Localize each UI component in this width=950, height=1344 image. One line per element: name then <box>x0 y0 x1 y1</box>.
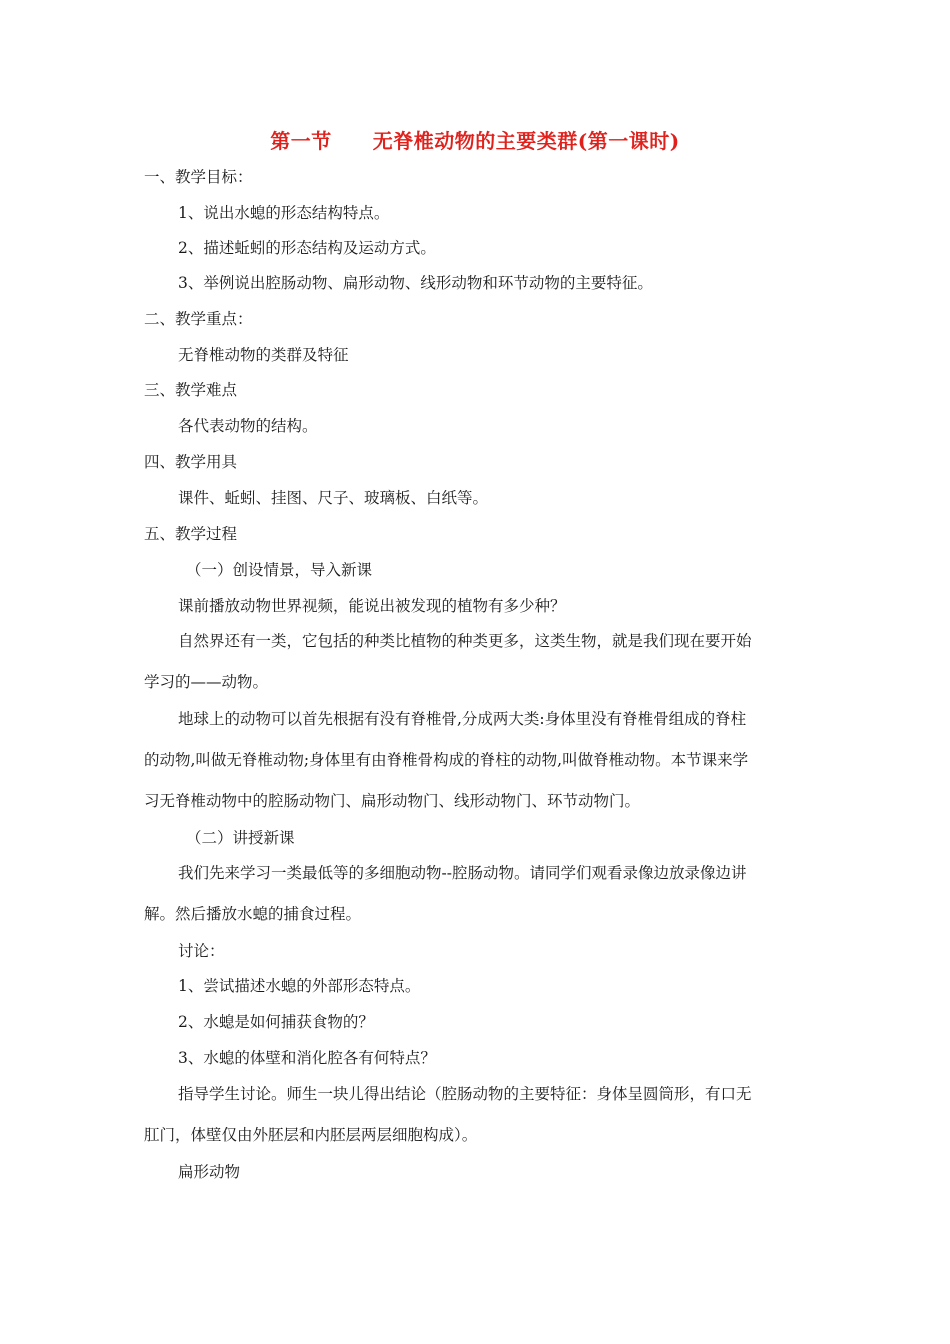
section-heading-tools: 四、教学用具 <box>144 453 238 471</box>
paragraph: 课件、蚯蚓、挂图、尺子、玻璃板、白纸等。 <box>178 489 489 507</box>
list-item: 3、水螅的体壁和消化腔各有何特点？ <box>178 1049 436 1067</box>
list-item: 2、水螅是如何捕获食物的？ <box>178 1013 374 1031</box>
section-heading-difficulties: 三、教学难点 <box>144 381 238 399</box>
paragraph: 自然界还有一类，它包括的种类比植物的种类更多，这类生物，就是我们现在要开始 <box>178 632 752 650</box>
subsection-heading: （一）创设情景，导入新课 <box>186 561 373 579</box>
subsection-heading: （二）讲授新课 <box>186 829 295 847</box>
list-item: 1、尝试描述水螅的外部形态特点。 <box>178 977 421 995</box>
paragraph: 我们先来学习一类最低等的多细胞动物--腔肠动物。请同学们观看录像边放录像边讲 <box>178 864 747 882</box>
paragraph: 的动物,叫做无脊椎动物;身体里有由脊椎骨构成的脊柱的动物,叫做脊椎动物。本节课来学 <box>144 751 749 769</box>
paragraph: 学习的——动物。 <box>144 673 269 691</box>
page-title: 第一节 无脊椎动物的主要类群(第一课时) <box>270 129 680 153</box>
list-item: 1、说出水螅的形态结构特点。 <box>178 204 390 222</box>
section-heading-objectives: 一、教学目标： <box>144 168 253 186</box>
paragraph: 讨论： <box>178 942 225 960</box>
paragraph: 课前播放动物世界视频，能说出被发现的植物有多少种？ <box>178 597 566 615</box>
paragraph: 各代表动物的结构。 <box>178 417 318 435</box>
paragraph: 扁形动物 <box>178 1163 241 1181</box>
paragraph: 地球上的动物可以首先根据有没有脊椎骨,分成两大类:身体里没有脊椎骨组成的脊柱 <box>178 710 747 728</box>
list-item: 3、举例说出腔肠动物、扁形动物、线形动物和环节动物的主要特征。 <box>178 274 653 292</box>
paragraph: 解。然后播放水螅的捕食过程。 <box>144 905 362 923</box>
section-heading-process: 五、教学过程 <box>144 525 238 543</box>
list-item: 2、描述蚯蚓的形态结构及运动方式。 <box>178 239 436 257</box>
paragraph: 无脊椎动物的类群及特征 <box>178 346 349 364</box>
paragraph: 指导学生讨论。师生一块儿得出结论（腔肠动物的主要特征：身体呈圆筒形，有口无 <box>178 1085 752 1103</box>
section-heading-key-points: 二、教学重点： <box>144 310 253 328</box>
paragraph: 肛门，体壁仅由外胚层和内胚层两层细胞构成）。 <box>144 1126 478 1144</box>
paragraph: 习无脊椎动物中的腔肠动物门、扁形动物门、线形动物门、环节动物门。 <box>144 792 641 810</box>
